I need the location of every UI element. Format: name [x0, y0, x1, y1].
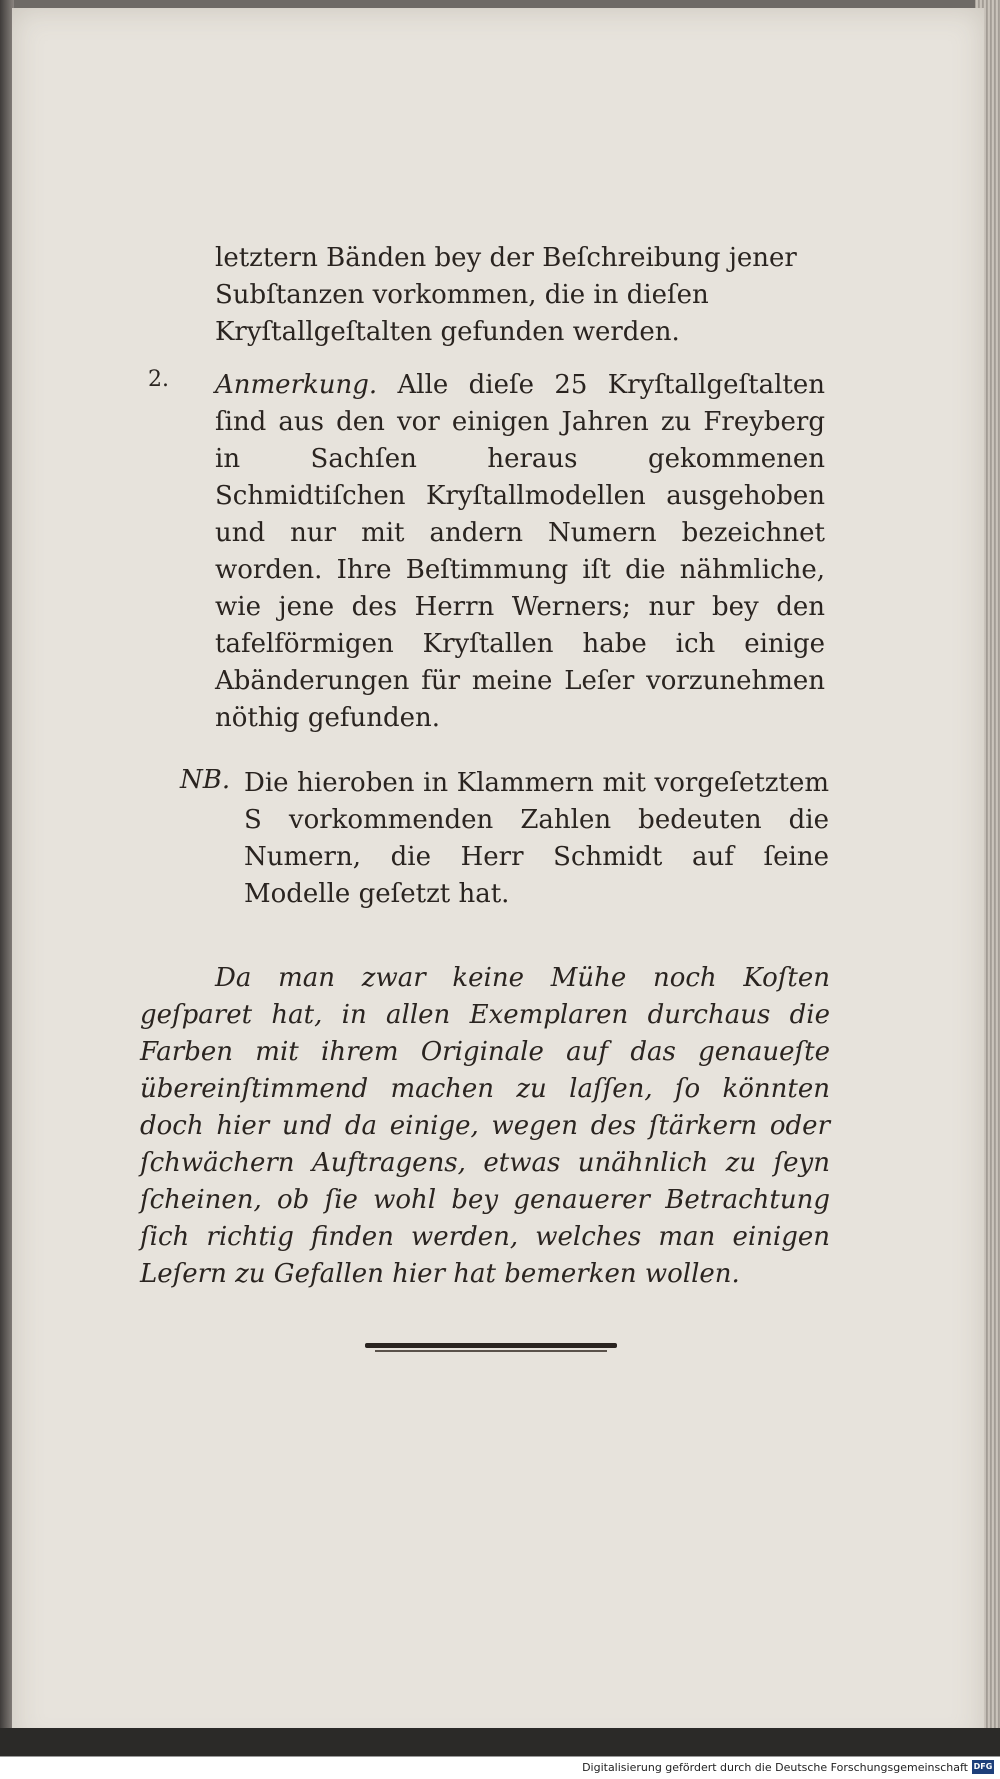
ornament-rule-thin	[375, 1350, 607, 1352]
footer-text: Digitalisierung gefördert durch die Deutsche Forschungsgemeinschaft	[582, 1761, 968, 1774]
footer-bar	[0, 1756, 1000, 1779]
paragraph-note-text: Da man zwar keine Mühe noch Koſten geſparet hat, in allen Exemplaren durchaus die Farben mit ihrem Originale auf das genaueſte übereinſtimmend machen zu laſſen, ſo könnten doch hier und da einige, wegen des ſtärkern oder ſchwächern Auftragens, etwas unähnlich zu ſeyn ſcheinen, ob ſie wohl bey genauerer Betrachtung ſich richtig finden werden, welches man einigen Leſern zu Gefallen hier hat bemerken wollen.	[140, 963, 830, 1289]
paragraph-note	[140, 960, 830, 1293]
paragraph-2-lead: Anmerkung.	[215, 370, 378, 400]
paragraph-1: letztern Bänden bey der Beſchreibung jener Subſtanzen vorkommen, die in dieſen Kryſtallgeſtalten gefunden werden.	[215, 243, 797, 347]
paragraph-2	[215, 367, 825, 737]
nb-label: NB.	[180, 765, 231, 795]
scan-bottom-shadow	[0, 1728, 1000, 1758]
ornament-rule	[365, 1343, 617, 1348]
paragraph-nb: Die hieroben in Klammern mit vorgeſetztem S vorkommenden Zahlen bedeuten die Numern, die Herr Schmidt auf ſeine Modelle geſetzt hat.	[244, 768, 829, 909]
paragraph-2-number: 2.	[148, 367, 169, 392]
dfg-logo-icon: DFG	[972, 1760, 994, 1774]
paragraph-2-body: Alle dieſe 25 Kryſtallgeſtalten ſind aus den vor einigen Jahren zu Freyberg in Sachſen heraus gekommenen Schmidtiſchen Kryſtallmodellen ausgehoben und nur mit andern Numern bezeichnet worden. Ihre Beſtimmung iſt die nähmliche, wie jene des Herrn Werners; nur bey den tafelförmigen Kryſtallen habe ich einige Abänderungen für meine Leſer vorzunehmen nöthig gefunden.	[215, 370, 825, 733]
